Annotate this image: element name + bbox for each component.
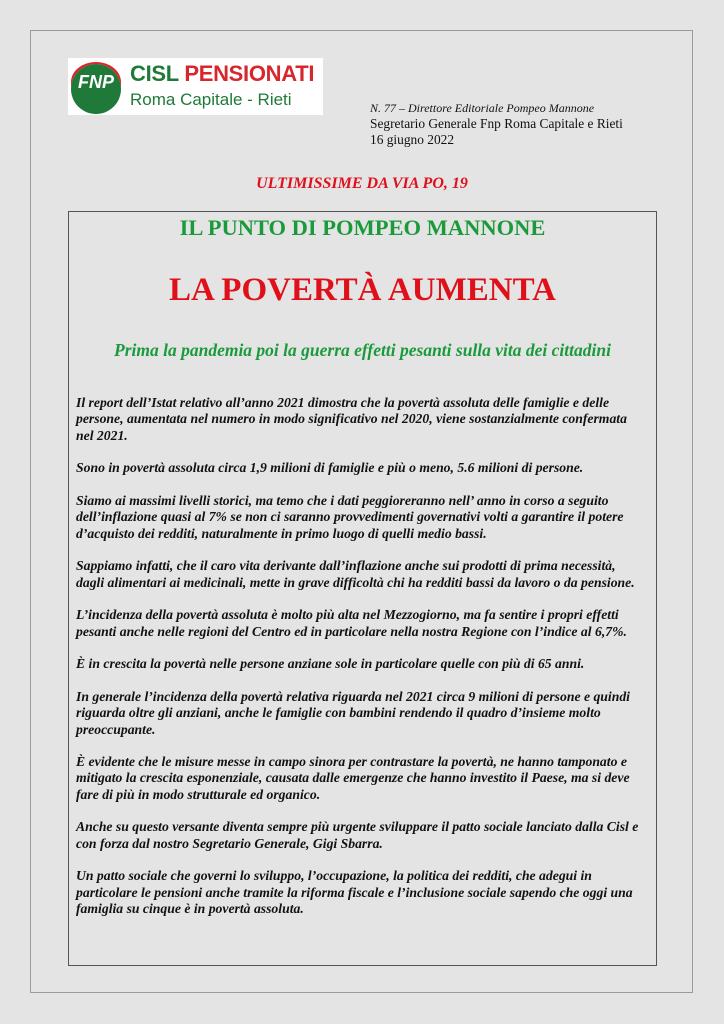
column-title: IL PUNTO DI POMPEO MANNONE bbox=[179, 215, 546, 240]
headline: LA POVERTÀ AUMENTA bbox=[169, 272, 556, 308]
fnp-logo-mark bbox=[68, 58, 126, 115]
paragraph: Sono in povertà assoluta circa 1,9 milioni di famiglie e più o meno, 5.6 milioni di persone. bbox=[76, 460, 584, 476]
masthead-role: Segretario Generale Fnp Roma Capitale e Rieti bbox=[370, 116, 623, 131]
article-body bbox=[76, 395, 646, 934]
masthead bbox=[370, 100, 623, 148]
masthead-date: 16 giugno 2022 bbox=[370, 132, 455, 147]
subheadline: Prima la pandemia poi la guerra effetti pesanti sulla vita dei cittadini bbox=[114, 340, 611, 360]
paragraph: Anche su questo versante diventa sempre più urgente sviluppare il patto sociale lanciato dalla Cisl e con forza dal nostro Segretario Generale, Gigi Sbarra. bbox=[76, 819, 639, 851]
paragraph: In generale l’incidenza della povertà relativa riguarda nel 2021 circa 9 milioni di persone e quindi riguarda oltre gli anziani, anche le famiglie con bambini rendendo il quadro d’insieme molto preoccupante. bbox=[76, 688, 630, 737]
paragraph: Un patto sociale che governi lo sviluppo, l’occupazione, la politica dei redditi, che adegui in particolare le pensioni anche tramite la riforma fiscale e l’inclusione sociale sapendo che oggi una famiglia su cinque è in povertà assoluta. bbox=[76, 868, 633, 917]
logo-cisl-text: CISL bbox=[130, 61, 179, 86]
article-box bbox=[68, 211, 657, 966]
logo-region-text: Roma Capitale - Rieti bbox=[130, 90, 292, 109]
logo-brand-name bbox=[130, 61, 314, 87]
paragraph: L’incidenza della povertà assoluta è molto più alta nel Mezzogiorno, ma fa sentire i propri effetti pesanti anche nelle regioni del Centro ed in particolare nella nostra Regione con l’indice al 6,7%. bbox=[76, 607, 627, 639]
paragraph: È evidente che le misure messe in campo sinora per contrastare la povertà, ne hanno tamponato e mitigato la crescita esponenziale, causata dalle emergenze che hanno investito il Paese, ma si deve fare di più in modo strutturale ed organico. bbox=[76, 754, 630, 802]
logo-pensionati-text: PENSIONATI bbox=[184, 61, 315, 86]
fnp-logo-text: FNP bbox=[78, 72, 114, 92]
masthead-issue: N. 77 – Direttore Editoriale Pompeo Mannone bbox=[370, 101, 595, 115]
section-kicker: ULTIMISSIME DA VIA PO, 19 bbox=[256, 175, 468, 192]
paragraph: Sappiamo infatti, che il caro vita derivante dall’inflazione anche sui prodotti di prima necessità, dagli alimentari ai medicinali, mette in grave difficoltà chi ha redditi bassi da lavoro o da pensione. bbox=[76, 558, 635, 590]
cisl-fnp-logo bbox=[68, 58, 323, 115]
paragraph: Il report dell’Istat relativo all’anno 2021 dimostra che la povertà assoluta delle famiglie e delle persone, aumentata nel numero in modo significativo nel 2020, viene sostanzialmente confermata nel 2021. bbox=[76, 395, 627, 443]
paragraph: È in crescita la povertà nelle persone anziane sole in particolare quelle con più di 65 anni. bbox=[76, 656, 585, 672]
paragraph: Siamo ai massimi livelli storici, ma temo che i dati peggioreranno nell’ anno in corso a seguito dell’inflazione quasi al 7% se non ci saranno provvedimenti governativi volti a garantire il potere d’acquisto dei redditi, naturalmente in primo luogo di quelli medio bassi. bbox=[76, 492, 624, 541]
